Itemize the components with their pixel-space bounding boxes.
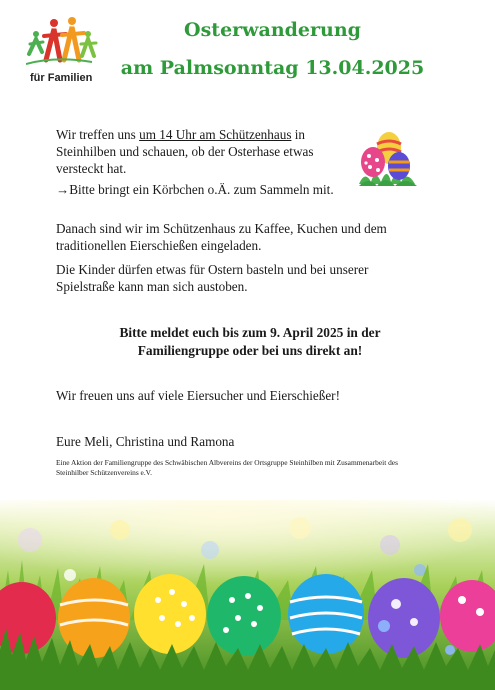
registration-notice: [60, 324, 440, 360]
paragraph-coffee: Danach sind wir im Schützenhaus zu Kaffee, Kuchen und dem traditionellen Eierschießen eingeladen.: [56, 221, 387, 253]
paragraph-kids: Die Kinder dürfen etwas für Ostern basteln und bei unserer Spielstraße kann man sich austoben.: [56, 262, 369, 294]
easter-eggs-basket-icon: [355, 126, 421, 190]
meeting-text-start: Wir treffen uns: [56, 127, 140, 142]
page-subtitle-date: am Palmsonntag 13.04.2025: [120, 57, 425, 79]
registration-line-1: Bitte meldet euch bis zum 9. April 2025 in der: [119, 325, 381, 340]
footnote: Eine Aktion der Familiengruppe des Schwäbischen Albvereins der Ortsgruppe Steinhilben mit Zusammenarbeit des Steinhilber Schützenvereins e.V.: [56, 458, 398, 477]
logo: [26, 14, 104, 86]
logo-text: für Familien: [30, 72, 93, 84]
registration-line-2: Familiengruppe oder bei uns direkt an!: [137, 343, 363, 358]
paragraph-meeting: [56, 127, 346, 177]
family-figures-logo-icon: [26, 14, 104, 74]
meeting-time-place: um 14 Uhr am Schützenhaus: [139, 127, 292, 142]
signature: Eure Meli, Christina und Ramona: [56, 434, 235, 449]
paragraph-basket: →Bitte bringt ein Körbchen o.Ä. zum Sammeln mit.: [56, 182, 334, 197]
colorful-easter-eggs-grass-photo: [0, 500, 495, 690]
paragraph-closing: Wir freuen uns auf viele Eiersucher und Eierschießer!: [56, 388, 340, 403]
meeting-text-end: in Steinhilben und schauen, ob der Osterhase etwas versteckt hat.: [56, 127, 314, 176]
page-title: Osterwanderung: [184, 19, 361, 41]
